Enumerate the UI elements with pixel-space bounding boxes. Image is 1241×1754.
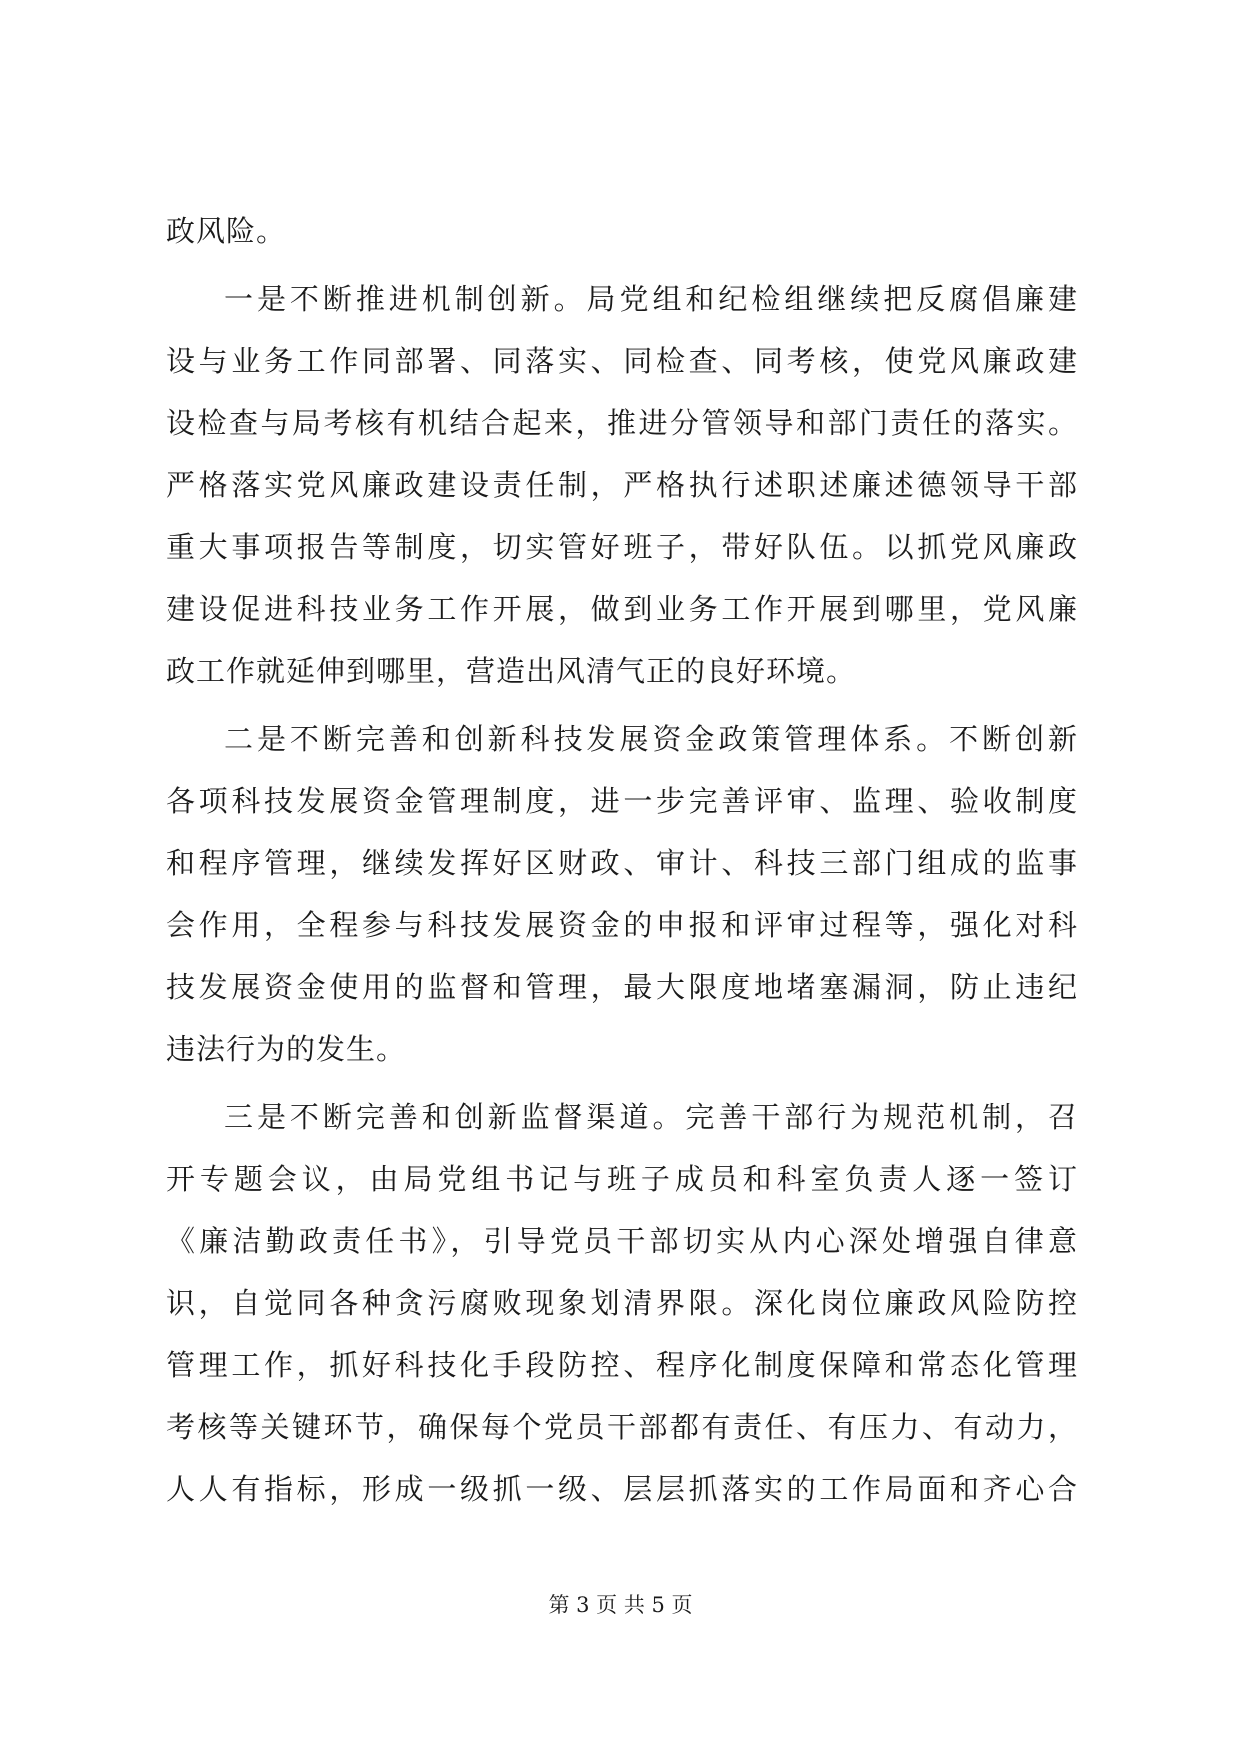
text-line: 设与业务工作同部署、同落实、同检查、同考核，使党风廉政建 <box>166 344 1078 378</box>
text-line: 一是不断推进机制创新。局党组和纪检组继续把反腐倡廉建 <box>224 282 1078 316</box>
text-line: 违法行为的发生。 <box>166 1032 407 1066</box>
text-line: 技发展资金使用的监督和管理，最大限度地堵塞漏洞，防止违纪 <box>166 970 1078 1004</box>
text-line: 管理工作，抓好科技化手段防控、程序化制度保障和常态化管理 <box>166 1348 1078 1382</box>
text-line: 开专题会议，由局党组书记与班子成员和科室负责人逐一签订 <box>166 1162 1078 1196</box>
text-line: 各项科技发展资金管理制度，进一步完善评审、监理、验收制度 <box>166 784 1078 818</box>
text-line: 建设促进科技业务工作开展，做到业务工作开展到哪里，党风廉 <box>166 592 1078 626</box>
text-line: 设检查与局考核有机结合起来，推进分管领导和部门责任的落实。 <box>166 406 1078 440</box>
text-line: 政工作就延伸到哪里，营造出风清气正的良好环境。 <box>166 654 857 688</box>
text-line: 重大事项报告等制度，切实管好班子，带好队伍。以抓党风廉政 <box>166 530 1078 564</box>
text-line: 严格落实党风廉政建设责任制，严格执行述职述廉述德领导干部 <box>166 468 1078 502</box>
page-footer: 第 3 页 共 5 页 <box>548 1593 693 1617</box>
text-line: 识，自觉同各种贪污腐败现象划清界限。深化岗位廉政风险防控 <box>166 1286 1078 1320</box>
text-line: 会作用，全程参与科技发展资金的申报和评审过程等，强化对科 <box>166 908 1078 942</box>
text-line: 和程序管理，继续发挥好区财政、审计、科技三部门组成的监事 <box>166 846 1078 880</box>
text-line: 人人有指标，形成一级抓一级、层层抓落实的工作局面和齐心合 <box>166 1472 1078 1506</box>
text-line: 考核等关键环节，确保每个党员干部都有责任、有压力、有动力， <box>166 1410 1078 1444</box>
text-line: 三是不断完善和创新监督渠道。完善干部行为规范机制，召 <box>224 1100 1078 1134</box>
text-line: 政风险。 <box>166 214 287 248</box>
text-line: 《廉洁勤政责任书》，引导党员干部切实从内心深处增强自律意 <box>166 1224 1078 1258</box>
document-body <box>166 200 1078 1520</box>
text-line: 二是不断完善和创新科技发展资金政策管理体系。不断创新 <box>224 722 1078 756</box>
